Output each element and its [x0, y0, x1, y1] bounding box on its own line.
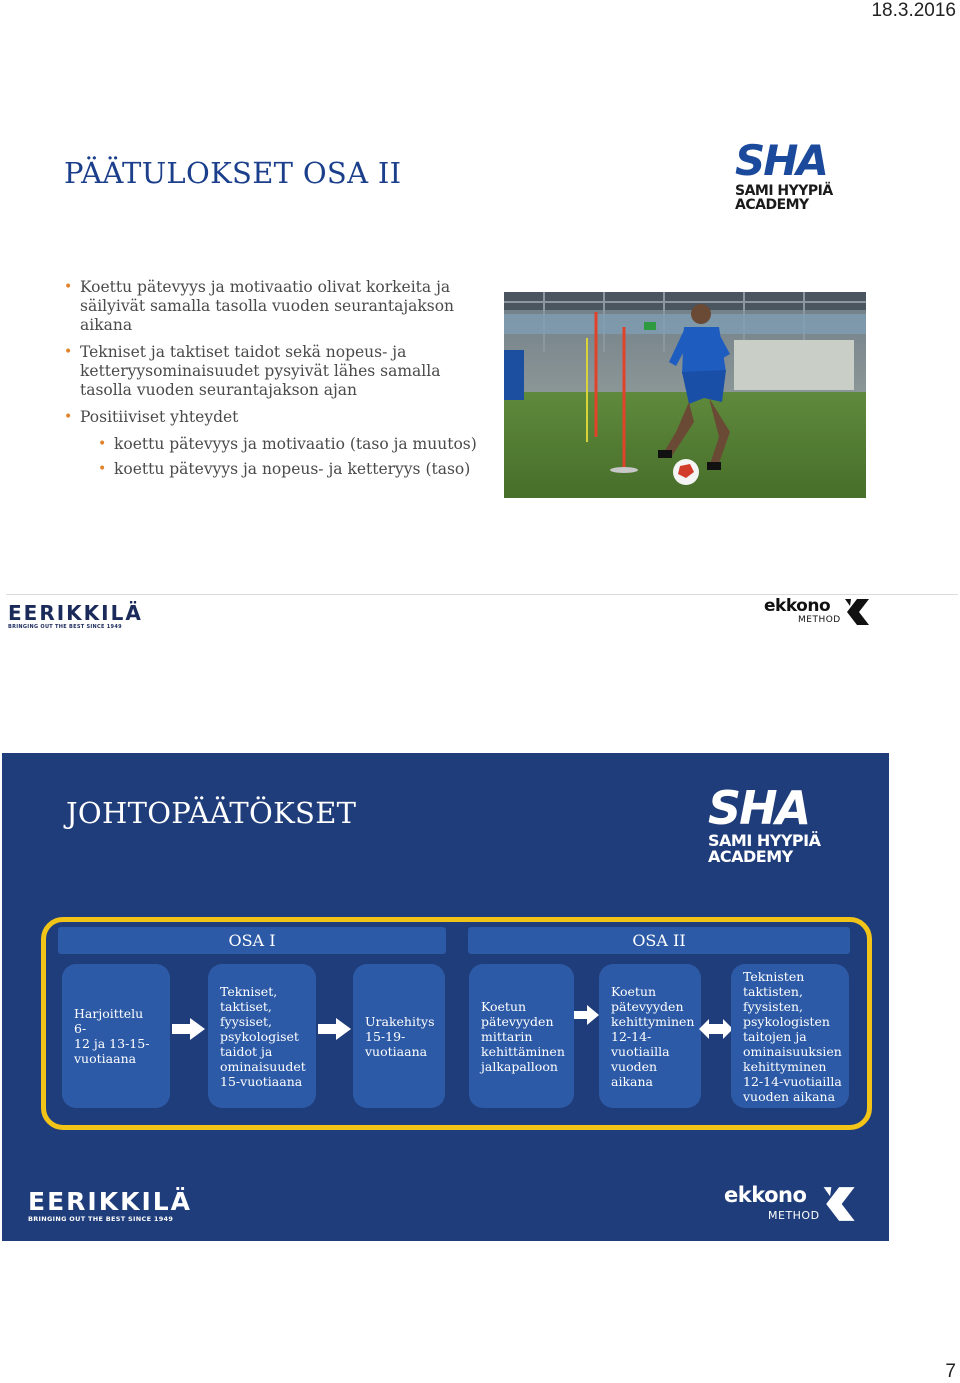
- football-player-photo: [504, 292, 866, 498]
- arrow-right-icon: [172, 1017, 206, 1041]
- box-line: vuotiailla: [611, 1043, 670, 1059]
- box-line: 15-vuotiaana: [220, 1073, 303, 1089]
- ekkono-logo: [724, 1185, 869, 1225]
- box-line: kehittyminen: [743, 1058, 827, 1074]
- ekkono-logo-text: ekkono: [764, 596, 831, 616]
- sha-logo-text: SHA: [708, 781, 810, 835]
- flow-box-measure: [469, 964, 574, 1108]
- box-line: mittarin: [481, 1028, 533, 1044]
- box-line: Koetun: [481, 998, 527, 1014]
- header-osa-i: OSA I: [58, 927, 446, 954]
- ekkono-chevron-icon: [843, 598, 877, 626]
- box-line: fyysisten,: [743, 998, 804, 1014]
- ekkono-logo-subtext: METHOD: [798, 615, 841, 625]
- result-bullets: [64, 278, 494, 485]
- box-line: Teknisten: [743, 968, 805, 984]
- ekkono-logo-subtext: METHOD: [768, 1209, 820, 1222]
- box-line: vuotiaana: [74, 1051, 137, 1066]
- box-line: pätevyyden: [611, 998, 684, 1014]
- flow-box-career: [353, 964, 445, 1108]
- box-line: 12-14-: [611, 1028, 652, 1044]
- eerikkila-logo-tagline: BRINGING OUT THE BEST SINCE 1949: [8, 624, 122, 630]
- box-line: taidot ja: [220, 1043, 273, 1059]
- sha-logo-text: SHA: [735, 136, 827, 185]
- flow-box-skills: [208, 964, 316, 1108]
- slide1-title: PÄÄTULOKSET OSA II: [64, 156, 402, 190]
- box-line: taitojen ja: [743, 1028, 807, 1044]
- sha-logo-subtext: SAMI HYYPIÄ ACADEMY: [708, 831, 821, 866]
- box-line: vuoden aikana: [743, 1088, 836, 1104]
- box-line: kehittäminen: [481, 1043, 565, 1059]
- double-arrow-icon: [699, 1017, 733, 1041]
- box-line: vuotiaana: [365, 1043, 428, 1059]
- box-line: 12 ja 13-15-: [74, 1036, 150, 1051]
- eerikkila-logo: [8, 603, 143, 630]
- document-date: 18.3.2016: [871, 0, 956, 21]
- eerikkila-logo-text: EERIKKILÄ: [28, 1187, 193, 1216]
- box-line: fyysiset,: [220, 1013, 272, 1029]
- eerikkila-logo: [28, 1189, 192, 1223]
- bullet-item: • Positiiviset yhteydet: [64, 408, 494, 427]
- bullet-item: • Tekniset ja taktiset taidot sekä nopeus- ja ketteryysominaisuudet pysyivät lähes samalla tasolla vuoden seurantajakson ajan: [64, 343, 494, 400]
- ekkono-logo: [764, 598, 879, 628]
- page-number: 7: [945, 1361, 956, 1382]
- box-line: ominaisuuksien: [743, 1043, 842, 1059]
- sub-bullet-item: • koettu pätevyys ja nopeus- ja ketteryys (taso): [98, 460, 494, 479]
- box-line: taktisten,: [743, 983, 803, 999]
- eerikkila-logo-text: EERIKKILÄ: [8, 601, 143, 625]
- box-line: ominaisuudet: [220, 1058, 306, 1074]
- ekkono-logo-text: ekkono: [724, 1183, 807, 1207]
- sha-logo-subtext: SAMI HYYPIÄ ACADEMY: [735, 183, 833, 213]
- flow-box-competence-development: [599, 964, 701, 1108]
- arrow-right-icon: [574, 1003, 600, 1027]
- slide2-title: JOHTOPÄÄTÖKSET: [66, 796, 357, 830]
- bullet-item: • Koettu pätevyys ja motivaatio olivat korkeita ja säilyivät samalla tasolla vuoden seurantajakson aikana: [64, 278, 494, 335]
- box-line: taktiset,: [220, 998, 272, 1014]
- header-osa-ii: OSA II: [468, 927, 850, 954]
- slide-divider: [6, 594, 958, 595]
- box-line: Koetun: [611, 983, 657, 999]
- arrow-right-icon: [318, 1017, 352, 1041]
- box-line: 12-14-vuotiailla: [743, 1073, 842, 1089]
- box-line: 15-19-: [365, 1028, 406, 1044]
- box-line: vuoden: [611, 1058, 658, 1074]
- box-line: Urakehitys: [365, 1013, 435, 1029]
- box-line: kehittyminen: [611, 1013, 695, 1029]
- sha-logo: [735, 136, 880, 213]
- sub-bullet-item: • koettu pätevyys ja motivaatio (taso ja muutos): [98, 435, 494, 454]
- box-line: aikana: [611, 1073, 653, 1089]
- flow-box-skills-development: [731, 964, 849, 1108]
- flow-box-training: [62, 964, 170, 1108]
- box-line: psykologiset: [220, 1028, 299, 1044]
- sha-logo: [708, 781, 868, 866]
- box-line: jalkapalloon: [481, 1058, 558, 1074]
- box-line: Harjoittelu 6-: [74, 1006, 144, 1036]
- eerikkila-logo-tagline: BRINGING OUT THE BEST SINCE 1949: [28, 1215, 174, 1223]
- ekkono-chevron-icon: [821, 1185, 865, 1223]
- box-line: Tekniset,: [220, 983, 278, 999]
- box-line: pätevyyden: [481, 1013, 554, 1029]
- box-line: psykologisten: [743, 1013, 830, 1029]
